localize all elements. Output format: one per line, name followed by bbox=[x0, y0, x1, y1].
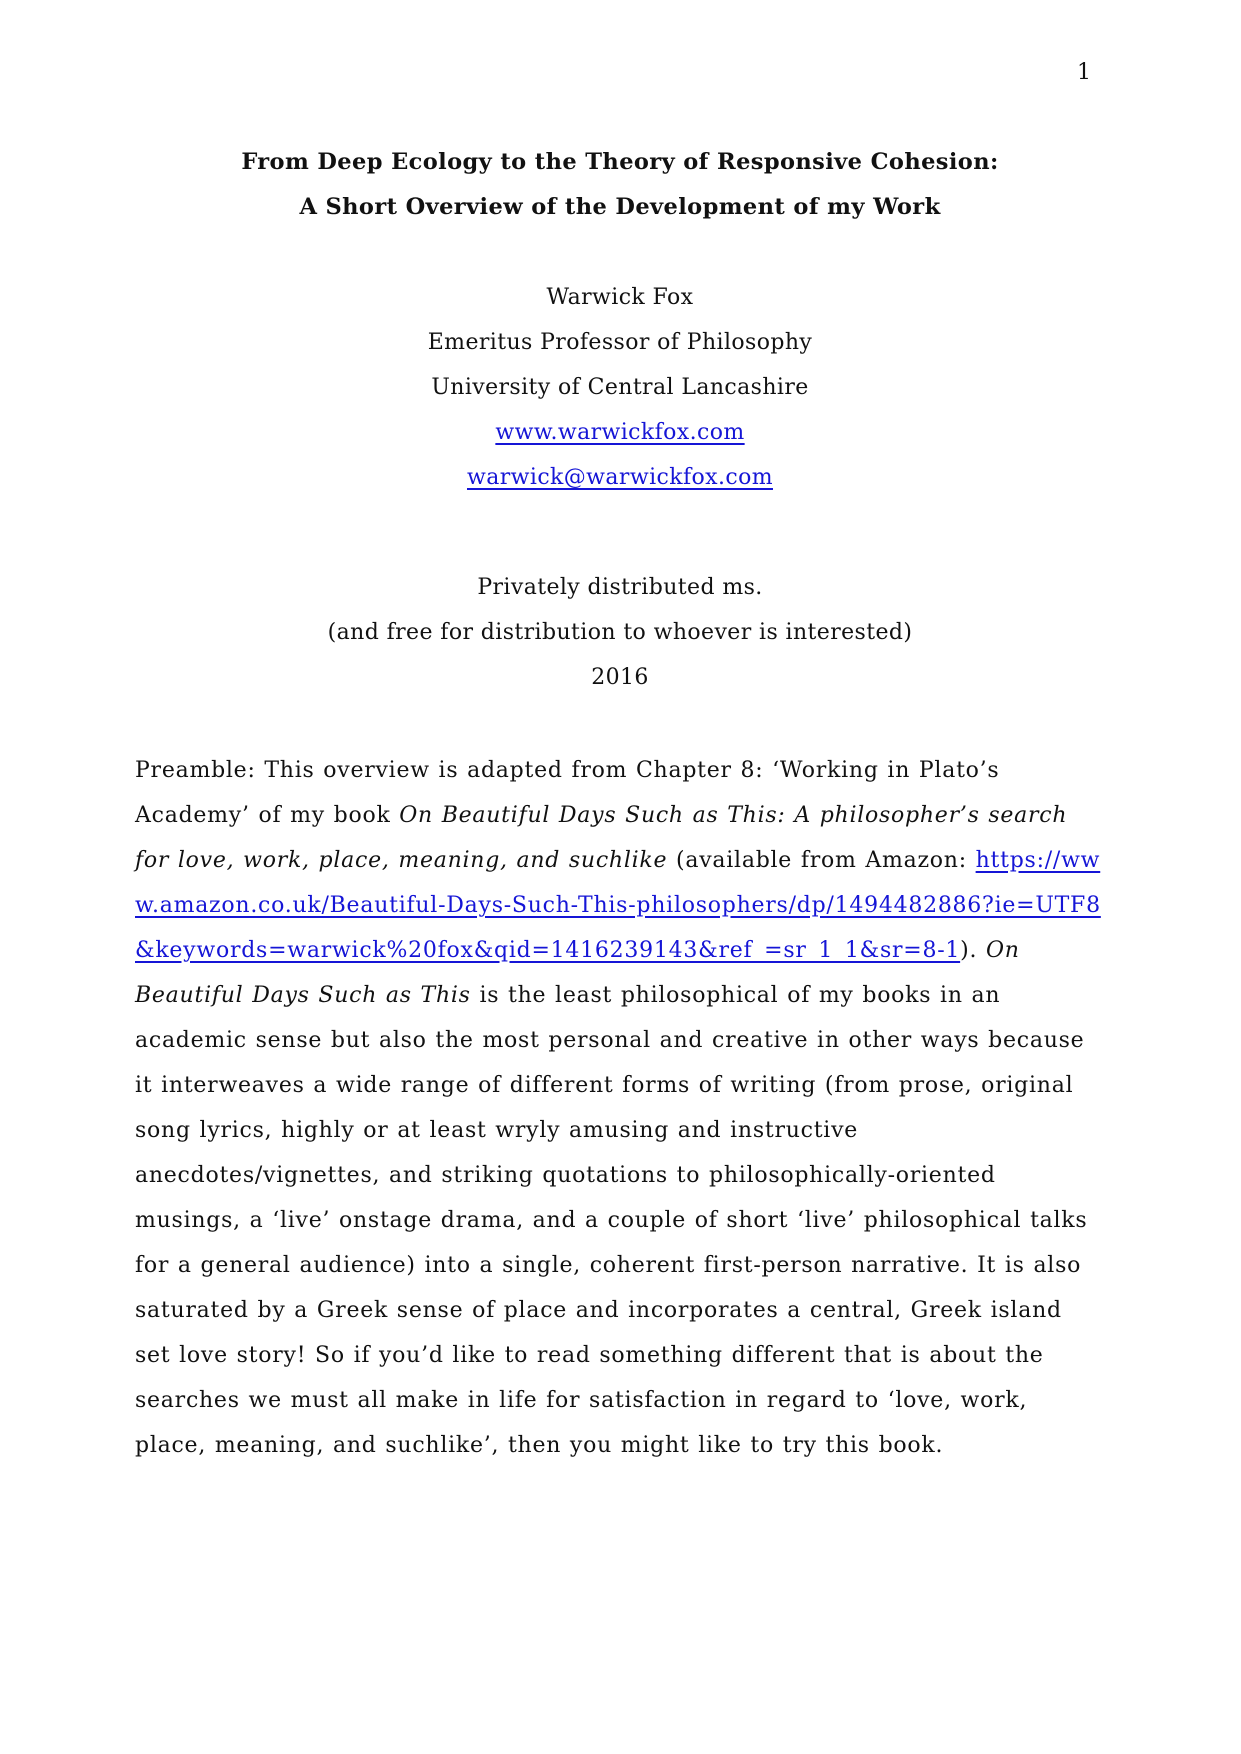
page-number: 1 bbox=[1077, 60, 1091, 85]
author-name: Warwick Fox bbox=[546, 285, 694, 310]
distribution-year: 2016 bbox=[591, 665, 649, 690]
author-affiliation: University of Central Lancashire bbox=[431, 375, 809, 400]
title-line-2: A Short Overview of the Development of my Work bbox=[299, 194, 941, 220]
document-title bbox=[135, 140, 1105, 230]
author-role: Emeritus Professor of Philosophy bbox=[427, 330, 813, 355]
preamble-paragraph bbox=[135, 748, 1105, 1468]
website-link[interactable]: www.warwickfox.com bbox=[495, 420, 745, 445]
body-text-run: (available from Amazon: bbox=[667, 848, 976, 873]
book-title-italic: On Beautiful Days Such as This bbox=[135, 938, 1020, 1008]
amazon-url-link[interactable]: https://www.amazon.co.uk/Beautiful-Days-Such-This-philosophers/dp/1494482886?ie=UTF8&keywords=warwick%20fox&qid=1416239143&ref_=sr_1_1&sr=8-1 bbox=[135, 848, 1101, 963]
distribution-note: Privately distributed ms. bbox=[477, 575, 763, 600]
distribution-free-note: (and free for distribution to whoever is interested) bbox=[327, 620, 913, 645]
author-block bbox=[135, 275, 1105, 500]
email-link[interactable]: warwick@warwickfox.com bbox=[467, 465, 773, 490]
body-text-run: is the least philosophical of my books in an academic sense but also the most personal and creative in other ways because it interweaves a wide range of different forms of writing (from prose, original song lyrics, highly or at least wryly amusing and instructive anecdotes/vignettes, and striking quotations to philosophically-oriented musings, a ‘live’ onstage drama, and a couple of short ‘live’ philosophical talks for a general audience) into a single, coherent first-person narrative. It is also saturated by a Greek sense of place and incorporates a central, Greek island set love story! So if you’d like to read something different that is about the searches we must all make in life for satisfaction in regard to ‘love, work, place, meaning, and suchlike’, then you might like to try this book. bbox=[135, 983, 1088, 1458]
body-text-run: Preamble: This overview is adapted from Chapter 8: ‘Working in Plato’s Academy’ of my book bbox=[135, 758, 1000, 828]
title-line-1: From Deep Ecology to the Theory of Responsive Cohesion: bbox=[241, 149, 999, 175]
body-text-run: ). bbox=[960, 938, 986, 963]
distribution-block bbox=[135, 565, 1105, 700]
author-email-row bbox=[135, 455, 1105, 500]
author-website-row bbox=[135, 410, 1105, 455]
book-title-italic: On Beautiful Days Such as This: A philosopher’s search for love, work, place, meaning, and suchlike bbox=[135, 803, 1068, 873]
